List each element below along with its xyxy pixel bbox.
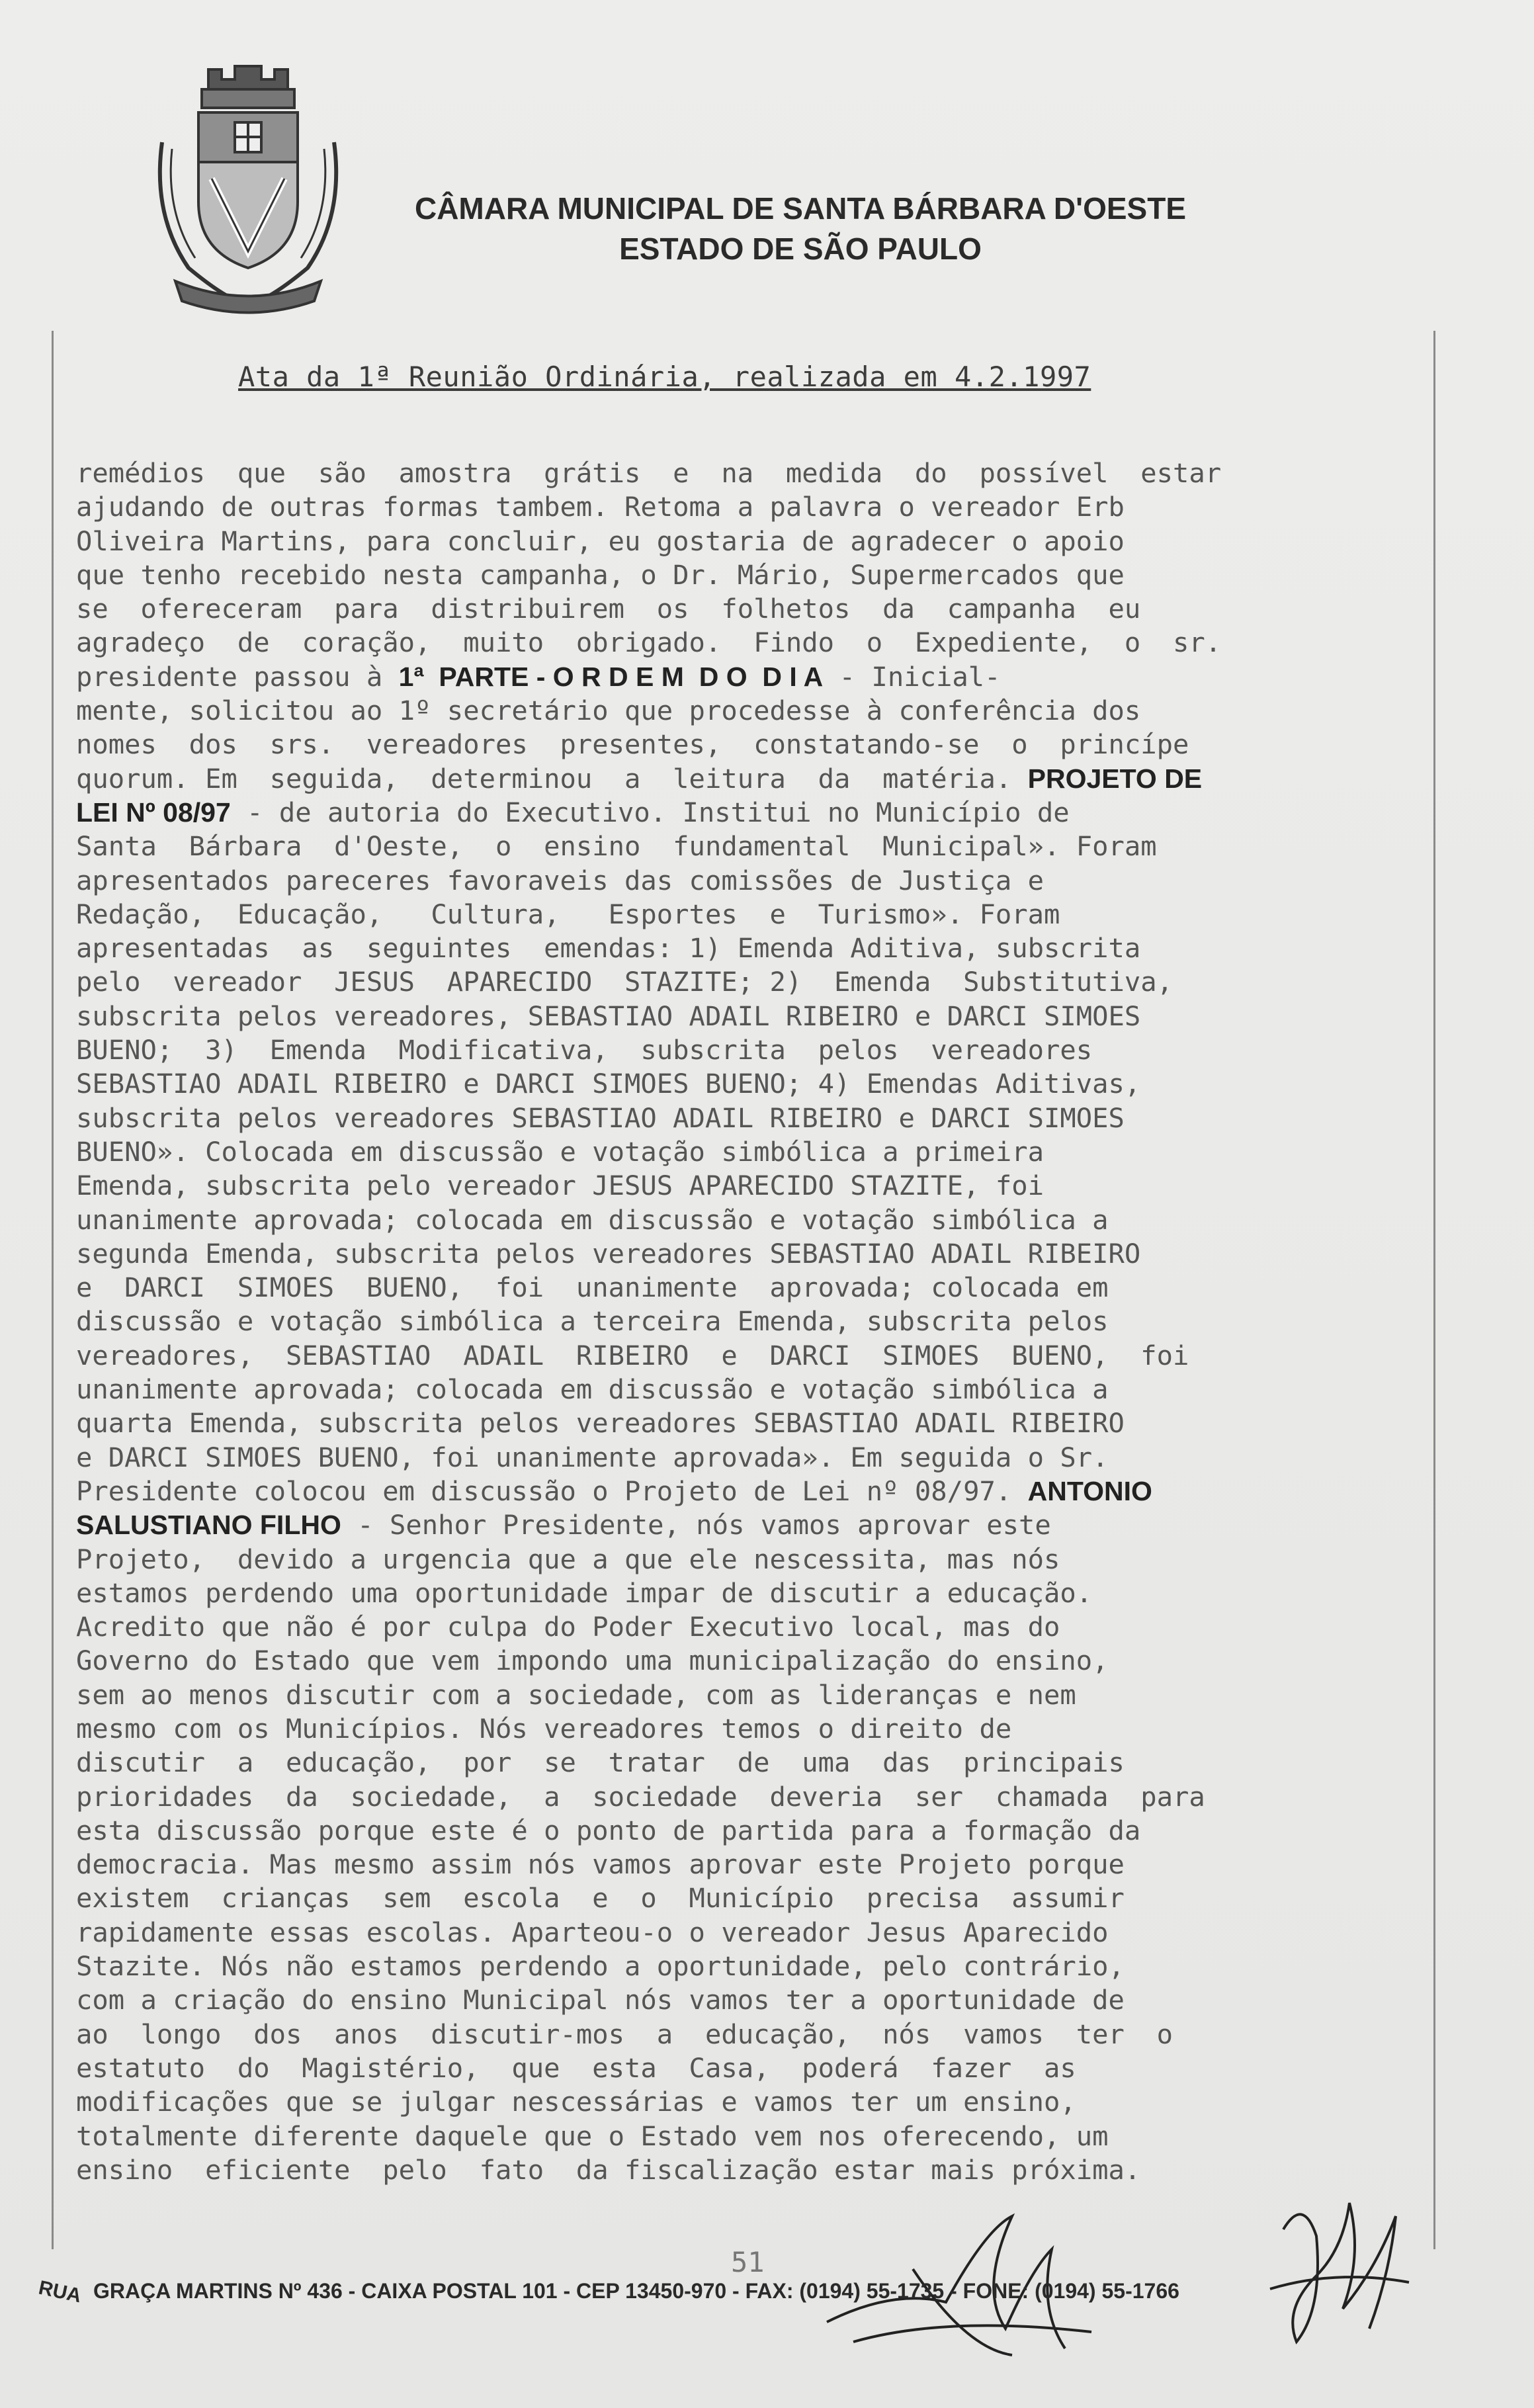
left-margin-rule [52,331,54,2249]
minutes-line [76,1814,1399,1848]
minutes-line [76,864,1399,898]
text-segment: mente, solicitou ao 1º secretário que procedesse à conferência dos [76,695,1141,727]
minutes-line [76,830,1399,863]
text-segment: unanimente aprovada; colocada em discussão e votação simbólica a [76,1373,1109,1406]
text-segment: modificações que se julgar nescessárias e vamos ter um ensino, [76,2086,1076,2118]
text-segment: Stazite. Nós não estamos perdendo a oportunidade, pelo contrário, [76,1950,1125,1983]
handwritten-initials [1257,2176,1416,2362]
minutes-line [76,1610,1399,1644]
bold-segment: SALUSTIANO FILHO [76,1510,341,1541]
minutes-line [76,1033,1399,1067]
minutes-title: Ata da 1ª Reunião Ordinária, realizada em 4.2.1997 [238,361,1091,393]
minutes-line [76,762,1399,796]
bold-segment: PROJETO DE [1027,763,1203,794]
text-segment: BUENO; 3) Emenda Modificativa, subscrita pelos vereadores [76,1034,1093,1066]
letterhead [370,189,1230,269]
minutes-line [76,456,1399,490]
text-segment: quorum. Em seguida, determinou a leitura da matéria. [76,762,1028,795]
institution-name: CÂMARA MUNICIPAL DE SANTA BÁRBARA D'OESTE [414,191,1187,226]
minutes-line [76,1712,1399,1746]
text-segment: subscrita pelos vereadores SEBASTIAO ADAIL RIBEIRO e DARCI SIMOES [76,1101,1125,1134]
minutes-line [76,1271,1399,1305]
text-segment: e DARCI SIMOES BUENO, foi unanimente aprovada; colocada em [76,1271,1109,1304]
text-segment: unanimente aprovada; colocada em discussão e votação simbólica a [76,1203,1109,1236]
text-segment: Presidente colocou em discussão o Projeto de Lei nº 08/97. [76,1475,1028,1507]
bold-segment: 1ª PARTE - O R D E M D O D I A [398,661,824,692]
text-segment: BUENO». Colocada em discussão e votação simbólica a primeira [76,1135,1044,1168]
minutes-line [76,1780,1399,1814]
footer-rua: RUA [36,2276,83,2307]
minutes-line [76,2085,1399,2119]
page-number: 51 [731,2246,765,2278]
minutes-line [76,1916,1399,1950]
text-segment: nomes dos srs. vereadores presentes, constatando-se o princípe [76,728,1189,761]
text-segment: ensino eficiente pelo fato da fiscalização estar mais próxima. [76,2153,1141,2186]
minutes-line [76,558,1399,592]
text-segment: se ofereceram para distribuirem os folhetos da campanha eu [76,593,1141,625]
minutes-line [76,525,1399,558]
minutes-line [76,2153,1399,2187]
right-margin-rule [1433,331,1435,2249]
text-segment: que tenho recebido nesta campanha, o Dr. Mário, Supermercados que [76,558,1125,591]
text-segment: pelo vereador JESUS APARECIDO STAZITE; 2) Emenda Substitutiva, [76,966,1173,998]
text-segment: quarta Emenda, subscrita pelos vereadores SEBASTIAO ADAIL RIBEIRO [76,1407,1125,1440]
minutes-line [76,1237,1399,1271]
text-segment: Redação, Educação, Cultura, Esportes e Turismo». Foram [76,898,1060,930]
minutes-line [76,1881,1399,1915]
minutes-line [76,490,1399,524]
minutes-line [76,1576,1399,1610]
text-segment: Oliveira Martins, para concluir, eu gostaria de agradecer o apoio [76,525,1125,557]
minutes-line [76,1203,1399,1237]
text-segment: ajudando de outras formas tambem. Retoma a palavra o vereador Erb [76,491,1125,523]
minutes-line [76,1475,1399,1508]
text-segment: mesmo com os Municípios. Nós vereadores temos o direito de [76,1712,1012,1744]
text-segment: totalmente diferente daquele que o Estado vem nos oferecendo, um [76,2120,1109,2152]
text-segment: agradeço de coração, muito obrigado. Findo o Expediente, o sr. [76,626,1222,659]
minutes-line [76,1067,1399,1101]
footer-address-text: GRAÇA MARTINS Nº 436 - CAIXA POSTAL 101 - CEP 13450-970 - FAX: (0194) 55-1735 - FONE: (0194) 55-1766 [93,2279,1179,2303]
minutes-line [76,1848,1399,1881]
text-segment: - de autoria do Executivo. Institui no Município de [230,796,1070,828]
minutes-line [76,1950,1399,1983]
minutes-line [76,965,1399,999]
minutes-line [76,1543,1399,1576]
minutes-line [76,1135,1399,1169]
text-segment: Governo do Estado que vem impondo uma municipalização do ensino, [76,1645,1109,1677]
bold-segment: LEI Nº 08/97 [76,796,231,828]
text-segment: SEBASTIAO ADAIL RIBEIRO e DARCI SIMOES BUENO; 4) Emendas Aditivas, [76,1068,1141,1100]
text-segment: esta discussão porque este é o ponto de partida para a formação da [76,1814,1141,1846]
text-segment: subscrita pelos vereadores, SEBASTIAO ADAIL RIBEIRO e DARCI SIMOES [76,1000,1141,1032]
text-segment: sem ao menos discutir com a sociedade, com as lideranças e nem [76,1678,1076,1711]
minutes-line [76,2051,1399,2085]
minutes-line [76,728,1399,761]
text-segment: prioridades da sociedade, a sociedade deveria ser chamada para [76,1780,1205,1813]
minutes-line [76,2120,1399,2153]
text-segment: - Senhor Presidente, nós vamos aprovar este [341,1509,1051,1541]
text-segment: apresentadas as seguintes emendas: 1) Emenda Aditiva, subscrita [76,932,1141,965]
text-segment: com a criação do ensino Municipal nós vamos ter a oportunidade de [76,1984,1125,2016]
text-segment: Santa Bárbara d'Oeste, o ensino fundamental Municipal». Foram [76,830,1157,863]
minutes-line [76,796,1399,830]
minutes-line [76,592,1399,626]
municipal-coat-of-arms-icon [149,63,347,327]
text-segment: - Inicial- [823,660,1001,693]
minutes-line [76,1441,1399,1475]
minutes-line [76,2018,1399,2051]
text-segment: discussão e votação simbólica a terceira Emenda, subscrita pelos [76,1305,1109,1338]
bold-segment: ANTONIO [1027,1475,1152,1506]
text-segment: Projeto, devido a urgencia que a que ele nescessita, mas nós [76,1543,1060,1575]
text-segment: ao longo dos anos discutir-mos a educação, nós vamos ter o [76,2018,1173,2050]
text-segment: apresentados pareceres favoraveis das comissões de Justiça e [76,864,1044,896]
state-name: ESTADO DE SÃO PAULO [619,232,982,266]
minutes-line [76,1746,1399,1780]
minutes-line [76,626,1399,660]
minutes-body [76,456,1399,2187]
minutes-line [76,1000,1399,1033]
minutes-line [76,1983,1399,2017]
minutes-line [76,898,1399,931]
minutes-line [76,1339,1399,1373]
text-segment: democracia. Mas mesmo assim nós vamos aprovar este Projeto porque [76,1848,1125,1881]
letterhead-footer-address [36,2276,1507,2307]
text-segment: segunda Emenda, subscrita pelos vereadores SEBASTIAO ADAIL RIBEIRO [76,1237,1141,1269]
text-segment: estatuto do Magistério, que esta Casa, poderá fazer as [76,2051,1076,2084]
minutes-line [76,1305,1399,1338]
text-segment: estamos perdendo uma oportunidade impar de discutir a educação. [76,1576,1093,1609]
minutes-line [76,931,1399,965]
minutes-line [76,1678,1399,1712]
text-segment: Emenda, subscrita pelo vereador JESUS APARECIDO STAZITE, foi [76,1170,1044,1202]
text-segment: discutir a educação, por se tratar de uma das principais [76,1746,1125,1779]
text-segment: vereadores, SEBASTIAO ADAIL RIBEIRO e DARCI SIMOES BUENO, foi [76,1339,1189,1371]
text-segment: presidente passou à [76,660,399,693]
text-segment: remédios que são amostra grátis e na medida do possível estar [76,457,1222,489]
text-segment: Acredito que não é por culpa do Poder Executivo local, mas do [76,1611,1060,1643]
text-segment: e DARCI SIMOES BUENO, foi unanimente aprovada». Em seguida o Sr. [76,1441,1109,1473]
text-segment: existem crianças sem escola e o Município precisa assumir [76,1882,1125,1914]
minutes-line [76,1101,1399,1135]
minutes-line [76,1169,1399,1203]
minutes-line [76,1508,1399,1542]
minutes-line [76,660,1399,694]
text-segment: rapidamente essas escolas. Aparteou-o o vereador Jesus Aparecido [76,1916,1109,1948]
minutes-line [76,1406,1399,1440]
minutes-line [76,1644,1399,1678]
minutes-line [76,1373,1399,1406]
minutes-line [76,694,1399,728]
